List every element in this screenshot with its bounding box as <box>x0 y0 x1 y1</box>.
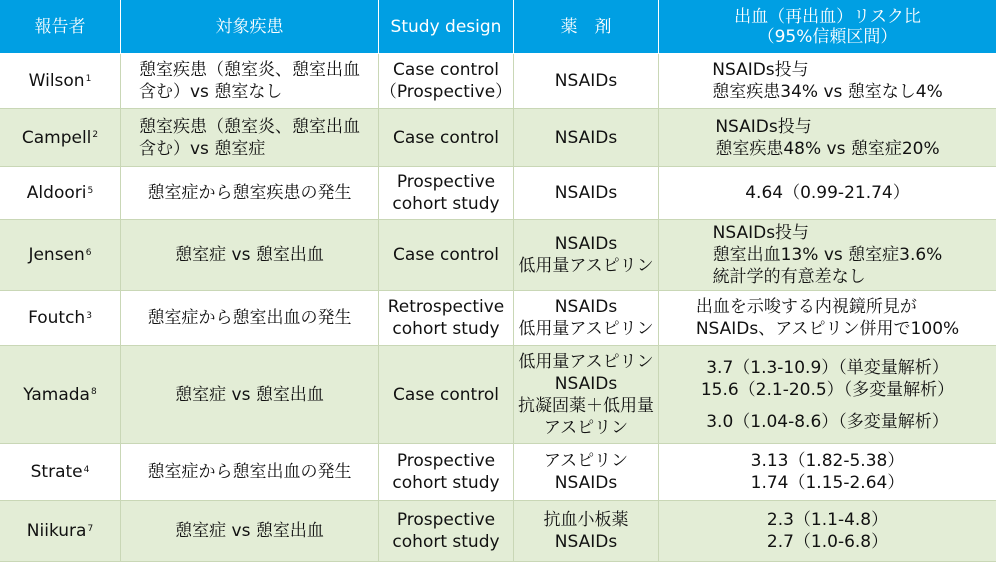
disease-line: 憩室症から憩室疾患の発生 <box>147 183 352 203</box>
header-drug: 薬 剤 <box>514 0 659 54</box>
risk-line: 3.7（1.3-10.9）（単変量解析） <box>706 357 949 378</box>
risk-line: 憩室疾患34% vs 憩室なし4% <box>712 82 943 102</box>
row-foutch-disease <box>121 291 379 346</box>
header-risk <box>659 0 996 54</box>
row-campell-reporter <box>0 109 121 167</box>
design-line: Case control <box>393 245 499 265</box>
row-foutch-design <box>379 291 514 346</box>
row-wilson-reporter <box>0 54 121 109</box>
disease-line: 憩室症から憩室出血の発生 <box>147 308 352 328</box>
reporter-name: Strate <box>30 462 83 482</box>
header-reporter: 報告者 <box>0 0 121 54</box>
row-campell-drug <box>514 109 659 167</box>
reference-number: 3 <box>86 310 92 321</box>
disease-line: 憩室症 vs 憩室出血 <box>175 245 324 265</box>
design-line: cohort study <box>392 473 500 493</box>
row-strate-reporter <box>0 444 121 501</box>
drug-line: 抗凝固薬＋低用量 <box>518 395 654 416</box>
reporter-name: Wilson <box>28 71 85 91</box>
risk-line: 2.3（1.1-4.8） <box>766 510 889 530</box>
reference-number: 2 <box>92 130 99 140</box>
row-strate-design <box>379 444 514 501</box>
risk-line: 憩室出血13% vs 憩室症3.6% <box>712 245 943 265</box>
risk-line: 2.7（1.0-6.8） <box>766 532 889 552</box>
risk-line: NSAIDs投与 <box>712 223 810 243</box>
reference-number: 4 <box>83 464 90 475</box>
drug-line: アスピリン <box>543 417 629 438</box>
design-line: Case control <box>393 60 499 80</box>
header-design: Study design <box>379 0 514 54</box>
drug-line: NSAIDs <box>554 373 618 394</box>
design-line: Retrospective <box>387 297 505 317</box>
disease-line: 憩室症から憩室出血の発生 <box>147 462 352 482</box>
header-risk-line2: （95%信頼区間） <box>757 26 898 47</box>
row-aldoori-disease <box>121 167 379 220</box>
reporter-name: Yamada <box>23 384 90 405</box>
row-yamada-design <box>379 346 514 444</box>
disease-line: 含む）vs 憩室症 <box>139 138 266 159</box>
row-aldoori-drug <box>514 167 659 220</box>
design-line: Prospective <box>396 451 496 471</box>
risk-line: 憩室疾患48% vs 憩室症20% <box>715 138 940 159</box>
row-jensen-risk <box>659 220 996 291</box>
risk-line: 3.13（1.82-5.38） <box>750 451 905 471</box>
design-line: （Prospective） <box>379 82 513 102</box>
design-line: Prospective <box>396 172 496 192</box>
row-aldoori-risk <box>659 167 996 220</box>
reference-number: 7 <box>87 523 94 534</box>
design-line: Prospective <box>396 510 496 530</box>
risk-line: 15.6（2.1-20.5）（多変量解析） <box>700 379 955 400</box>
drug-line: 低用量アスピリン <box>518 351 654 372</box>
risk-line: 4.64（0.99-21.74） <box>745 183 910 203</box>
row-aldoori-reporter <box>0 167 121 220</box>
row-campell-risk <box>659 109 996 167</box>
risk-line: NSAIDs投与 <box>712 60 809 80</box>
disease-line: 憩室症 vs 憩室出血 <box>175 384 324 405</box>
risk-line: NSAIDs投与 <box>715 116 812 137</box>
row-niikura-design <box>379 501 514 562</box>
design-line: cohort study <box>392 319 500 339</box>
reporter-name: Aldoori <box>26 183 87 203</box>
drug-line: NSAIDs <box>554 183 618 203</box>
header-risk-line1: 出血（再出血）リスク比 <box>734 6 921 27</box>
row-wilson-design <box>379 54 514 109</box>
header-disease: 対象疾患 <box>121 0 379 54</box>
row-campell-design <box>379 109 514 167</box>
risk-line: 1.74（1.15-2.64） <box>750 473 905 493</box>
row-strate-risk <box>659 444 996 501</box>
disease-line: 憩室症 vs 憩室出血 <box>175 521 324 541</box>
row-foutch-risk <box>659 291 996 346</box>
risk-line: 3.0（1.04-8.6）（多変量解析） <box>706 411 949 432</box>
row-yamada-reporter <box>0 346 121 444</box>
row-strate-drug <box>514 444 659 501</box>
drug-line: NSAIDs <box>554 473 618 493</box>
row-jensen-design <box>379 220 514 291</box>
row-wilson-drug <box>514 54 659 109</box>
reporter-name: Campell <box>21 127 92 148</box>
design-line: Case control <box>393 127 499 148</box>
row-wilson-disease <box>121 54 379 109</box>
reference-number: 6 <box>85 247 92 258</box>
row-campell-disease <box>121 109 379 167</box>
drug-line: 抗血小板薬 <box>543 510 629 530</box>
reporter-name: Foutch <box>28 308 86 328</box>
row-yamada-risk <box>659 346 996 444</box>
reference-number: 8 <box>90 387 97 397</box>
drug-line: アスピリン <box>543 451 629 471</box>
design-line: Case control <box>393 384 499 405</box>
row-aldoori-design <box>379 167 514 220</box>
risk-line: 出血を示唆する内視鏡所見が <box>695 297 917 317</box>
design-line: cohort study <box>392 532 500 552</box>
drug-line: NSAIDs <box>554 532 618 552</box>
drug-line: 低用量アスピリン <box>518 319 654 339</box>
design-line: cohort study <box>392 194 500 214</box>
reference-number: 5 <box>87 185 94 196</box>
row-niikura-disease <box>121 501 379 562</box>
drug-line: NSAIDs <box>554 234 618 254</box>
row-wilson-risk <box>659 54 996 109</box>
row-niikura-reporter <box>0 501 121 562</box>
reporter-name: Jensen <box>28 245 85 265</box>
risk-line: NSAIDs、アスピリン併用で100% <box>695 319 960 339</box>
drug-line: 低用量アスピリン <box>518 256 654 276</box>
row-jensen-reporter <box>0 220 121 291</box>
row-niikura-risk <box>659 501 996 562</box>
row-strate-disease <box>121 444 379 501</box>
drug-line: NSAIDs <box>554 71 618 91</box>
row-foutch-drug <box>514 291 659 346</box>
row-foutch-reporter <box>0 291 121 346</box>
reference-number: 1 <box>85 73 92 84</box>
disease-line: 含む）vs 憩室なし <box>139 82 283 102</box>
row-yamada-drug <box>514 346 659 444</box>
row-yamada-disease <box>121 346 379 444</box>
row-niikura-drug <box>514 501 659 562</box>
disease-line: 憩室疾患（憩室炎、憩室出血 <box>139 116 360 137</box>
disease-line: 憩室疾患（憩室炎、憩室出血 <box>139 60 360 80</box>
row-jensen-disease <box>121 220 379 291</box>
drug-line: NSAIDs <box>554 297 618 317</box>
risk-line: 統計学的有意差なし <box>712 267 866 287</box>
drug-line: NSAIDs <box>554 127 618 148</box>
reporter-name: Niikura <box>26 521 87 541</box>
row-jensen-drug <box>514 220 659 291</box>
